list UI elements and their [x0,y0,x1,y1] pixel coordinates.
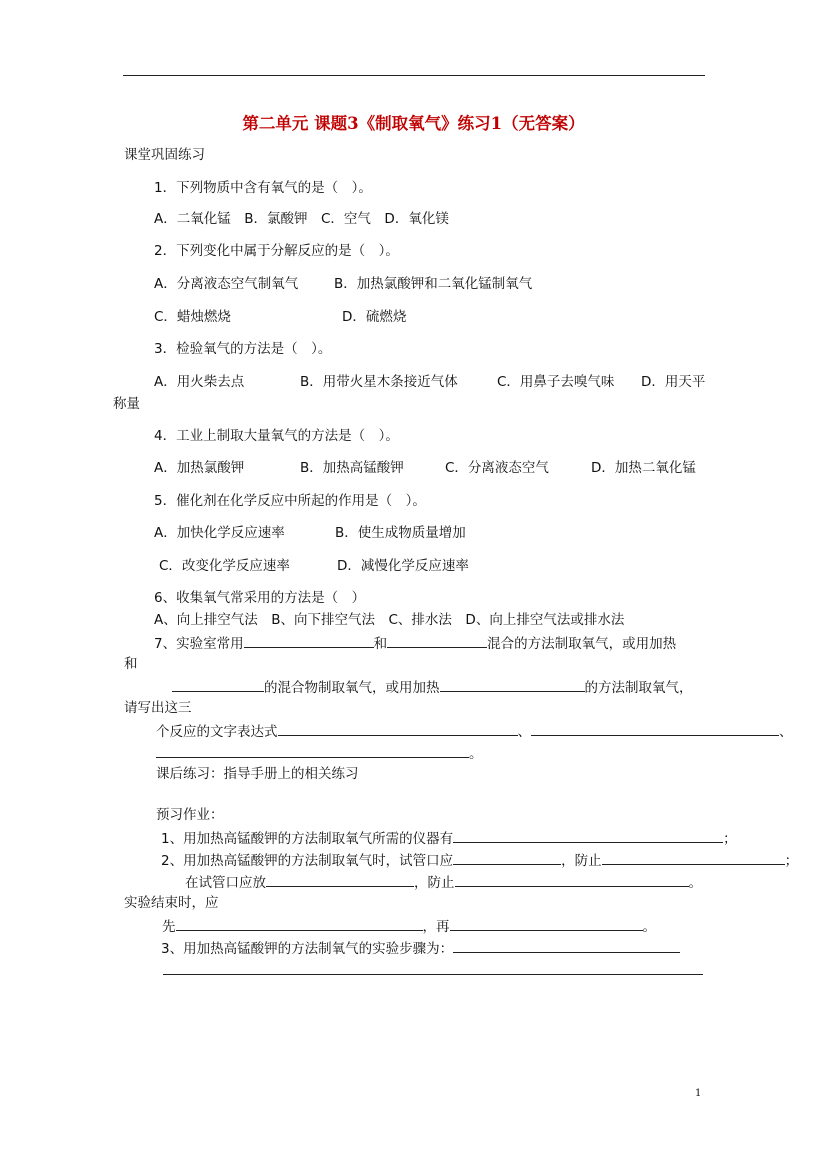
preview-item-2 [161,851,798,869]
q4-option-d: D．加热二氧化锰 [591,460,696,476]
q3-option-d-cont: 称量 [113,396,140,412]
q7-blank-4[interactable] [440,678,585,692]
section-heading: 课堂巩固练习 [124,147,205,163]
preview-blank-5[interactable] [455,873,689,887]
q7-text-8: 个反应的文字表达式 [156,724,278,740]
page-title: 第二单元 课题3《制取氧气》练习1（无答案） [242,114,585,133]
q2-stem: 2．下列变化中属于分解反应的是（ ）。 [154,243,399,259]
preview-blank-9[interactable] [163,974,703,975]
preview-item-2-line2 [185,873,702,891]
q7-line2 [172,678,693,696]
q1-options: A．二氧化锰 B．氯酸钾 C．空气 D．氧化镁 [154,211,449,227]
q1-stem: 1．下列物质中含有氧气的是（ ）。 [154,180,372,196]
q7-text-7: 请写出这三 [124,700,192,716]
preview-item-3 [161,939,680,957]
q3-stem: 3．检验氧气的方法是（ ）。 [154,341,332,357]
preview-blank-8[interactable] [453,939,680,953]
q4-option-a: A．加热氯酸钾 [154,460,245,476]
preview-blank-6[interactable] [176,917,423,931]
preview-item-1 [161,829,737,847]
preview-blank-4[interactable] [266,873,414,887]
q7-blank-7[interactable] [156,744,469,758]
q5-stem: 5．催化剂在化学反应中所起的作用是（ ）。 [154,493,426,509]
preview-item-2-text-c: 在试管口应放 [185,875,266,891]
preview-item-2-text-f: 先 [162,919,176,935]
q2-option-d: D．硫燃烧 [342,309,407,325]
q7-line4 [156,744,483,762]
q7-end: 。 [469,746,483,762]
q7-text-5: 的混合物制取氧气，或用加热 [264,680,440,696]
q3-option-c: C．用鼻子去嗅气味 [497,374,615,390]
q5-option-b: B．使生成物质量增加 [335,525,466,541]
q7-sep-2: 、 [779,724,793,740]
q6-options: A、向上排空气法 B、向下排空气法 C、排水法 D、向上排空气法或排水法 [154,612,625,628]
preview-blank-7[interactable] [450,917,643,931]
q7-line3 [156,722,793,740]
q4-stem: 4．工业上制取大量氧气的方法是（ ）。 [154,428,399,444]
q2-option-b: B．加热氯酸钾和二氧化锰制氧气 [334,276,533,292]
q7-text-1: 7、实验室常用 [154,636,244,652]
preview-item-2-text-d: ，防止 [414,875,455,891]
q7-text-4: 和 [124,656,138,672]
q7-text-3: 混合的方法制取氧气，或用加热 [487,636,677,652]
preview-item-1-text: 1、用加热高锰酸钾的方法制取氧气所需的仪器有 [161,831,454,847]
q7-blank-5[interactable] [278,722,518,736]
q2-option-c: C．蜡烛燃烧 [154,309,231,325]
preview-item-2-end: ； [784,853,799,869]
preview-item-2-line4 [162,917,656,935]
preview-blank-1[interactable] [453,829,723,843]
q4-option-c: C．分离液态空气 [445,460,549,476]
q3-option-b: B．用带火星木条接近气体 [300,374,458,390]
preview-item-2-end-3: 。 [642,919,656,935]
q7-blank-3[interactable] [172,678,264,692]
q5-option-c: C．改变化学反应速率 [159,558,290,574]
q3-option-a: A．用火柴去点 [154,374,245,390]
preview-item-2-end-2: 。 [688,875,702,891]
q4-option-b: B．加热高锰酸钾 [300,460,404,476]
q5-option-d: D．减慢化学反应速率 [337,558,469,574]
header-rule [123,75,705,76]
q6-stem: 6、收集氧气常采用的方法是（ ） [154,590,366,606]
page-number: 1 [695,1088,702,1099]
q7-sep-1: 、 [517,724,531,740]
q7-blank-6[interactable] [531,722,779,736]
preview-heading: 预习作业： [156,807,224,823]
preview-blank-2[interactable] [453,851,561,865]
q7-blank-1[interactable] [244,634,374,648]
preview-item-3-text: 3、用加热高锰酸钾的方法制氧气的实验步骤为： [161,941,454,957]
preview-blank-3[interactable] [602,851,785,865]
after-class-note: 课后练习：指导手册上的相关练习 [156,766,359,782]
q7-line1 [154,634,676,652]
preview-item-2-text: 2、用加热高锰酸钾的方法制取氧气时，试管口应 [161,853,454,869]
q7-blank-2[interactable] [387,634,487,648]
q7-text-6: 的方法制取氧气， [584,680,693,696]
preview-item-1-end: ； [723,831,737,847]
preview-item-2-text-e: 实验结束时，应 [124,895,219,911]
preview-item-2-text-g: ，再 [422,919,450,935]
q2-option-a: A．分离液态空气制氧气 [154,276,299,292]
preview-item-2-text-b: ，防止 [561,853,602,869]
q3-option-d: D．用天平 [641,374,706,390]
q7-text-2: 和 [373,636,388,652]
q5-option-a: A．加快化学反应速率 [154,525,285,541]
